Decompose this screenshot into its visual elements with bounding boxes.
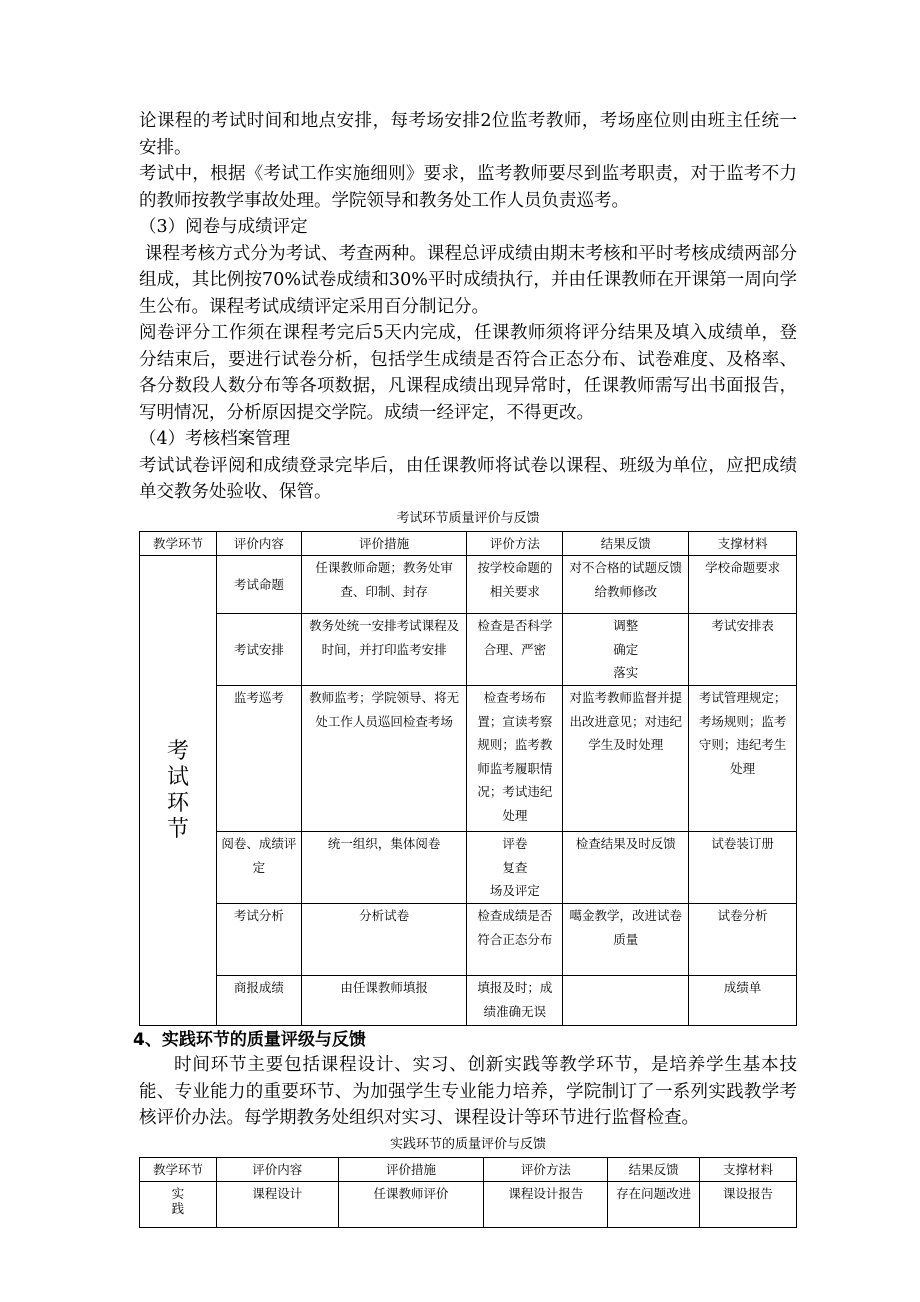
header-cell: 结果反馈 (563, 531, 689, 556)
table-row (140, 976, 797, 1026)
table-cell: 统一组织，集体阅卷 (301, 832, 467, 904)
table-cell: 对监考教师监督并提出改进意见；对违纪学生及时处理 (563, 686, 689, 832)
table-cell: 试卷装订册 (689, 832, 797, 904)
paragraph: 时间环节主要包括课程设计、实习、创新实践等教学环节，是培养学生基本技能、专业能力的重要环节、为加强学生专业能力培养，学院制订了一系列实践教学考核评价办法。每学期教务处组织对实习、课程设计等环节进行监督检查。 (139, 1055, 797, 1128)
section-heading: 4、实践环节的质量评级与反馈 (133, 1030, 366, 1050)
header-cell: 评价方法 (467, 531, 563, 556)
group-label-cell (140, 1182, 217, 1228)
subheading: （4）考核档案管理 (139, 429, 291, 449)
header-cell: 支撑材料 (700, 1157, 797, 1182)
practice-quality-table (139, 1157, 797, 1229)
document-page (133, 108, 797, 1228)
header-cell: 结果反馈 (608, 1157, 700, 1182)
table-cell: 检查考场布置；宣读考察规则；监考教师监考履职情况；考试违纪处理 (467, 686, 563, 832)
table-cell: 按学校命题的相关要求 (467, 556, 563, 614)
table-cell: 监考巡考 (216, 686, 301, 832)
table-row (140, 1182, 797, 1228)
table-cell: 学校命题要求 (689, 556, 797, 614)
table-cell (563, 976, 689, 1026)
header-cell: 评价内容 (216, 1157, 338, 1182)
header-cell: 评价方法 (484, 1157, 608, 1182)
table-row (140, 556, 797, 614)
table-cell: 检查成绩是否符合正态分布 (467, 904, 563, 976)
table-cell: 课程设计报告 (484, 1182, 608, 1228)
table-cell: 分析试卷 (301, 904, 467, 976)
table-cell: 检查结果及时反馈 (563, 832, 689, 904)
table-caption: 考试环节质量评价与反馈 (396, 510, 540, 526)
group-label: 实践 (171, 1186, 185, 1216)
table-row (140, 686, 797, 832)
table-cell: 任课教师评价 (338, 1182, 484, 1228)
table-cell: 阅卷、成绩评定 (216, 832, 301, 904)
paragraph: 考试试卷评阅和成绩登录完毕后，由任课教师将试卷以课程、班级为单位，应把成绩单交教务处验收、保管。 (139, 455, 797, 502)
table-cell: 噶金教学，改进试卷质量 (563, 904, 689, 976)
table-cell: 调整 确定 落实 (563, 614, 689, 686)
table-header-row (140, 1157, 797, 1182)
table-cell: 对不合格的试题反馈给教师修改 (563, 556, 689, 614)
table-row (140, 904, 797, 976)
header-cell: 教学环节 (140, 1157, 217, 1182)
header-cell: 评价措施 (301, 531, 467, 556)
paragraph: 课程考核方式分为考试、考查两种。课程总评成绩由期末考核和平时考核成绩两部分组成，其比例按70%试卷成绩和30%平时成绩执行，并由任课教师在开课第一周向学生公布。课程考试成绩评定采用百分制记分。 (139, 243, 797, 317)
table-cell: 试卷分析 (689, 904, 797, 976)
table-cell: 任课教师命题；教务处审查、印制、封存 (301, 556, 467, 614)
table-cell: 教务处统一安排考试课程及时间，并打印监考安排 (301, 614, 467, 686)
table-cell: 成绩单 (689, 976, 797, 1026)
table-cell: 考试管理规定；考场规则；监考守则；违纪考生处理 (689, 686, 797, 832)
header-cell: 教学环节 (140, 531, 217, 556)
subheading: （3）阅卷与成绩评定 (139, 217, 308, 237)
header-cell: 支撑材料 (689, 531, 797, 556)
table-cell: 存在问题改进 (608, 1182, 700, 1228)
table-cell: 检查是否科学合理、严密 (467, 614, 563, 686)
table-cell: 考试安排 (216, 614, 301, 686)
paragraph: 论课程的考试时间和地点安排，每考场安排2位监考教师，考场座位则由班主任统一安排。 (139, 111, 797, 158)
table-cell: 评卷 复查 场及评定 (467, 832, 563, 904)
table-cell: 课设报告 (700, 1182, 797, 1228)
table-cell: 考试分析 (216, 904, 301, 976)
table-caption: 实践环节的质量评价与反馈 (389, 1136, 546, 1152)
table-row (140, 614, 797, 686)
exam-quality-table (139, 531, 797, 1027)
header-cell: 评价措施 (338, 1157, 484, 1182)
group-label-cell (140, 556, 217, 1026)
table-cell: 考试命题 (216, 556, 301, 614)
table-cell: 课程设计 (216, 1182, 338, 1228)
group-label: 考试环节 (166, 738, 189, 842)
header-cell: 评价内容 (216, 531, 301, 556)
table-cell: 考试安排表 (689, 614, 797, 686)
table-cell: 教师监考；学院领导、将无处工作人员巡回检查考场 (301, 686, 467, 832)
table-row (140, 832, 797, 904)
paragraph: 考试中，根据《考试工作实施细则》要求，监考教师要尽到监考职责，对于监考不力的教师按教学事故处理。学院领导和教务处工作人员负责巡考。 (139, 164, 797, 211)
table-cell: 填报及时；成绩准确无误 (467, 976, 563, 1026)
table-header-row (140, 531, 797, 556)
table-cell: 由任课教师填报 (301, 976, 467, 1026)
paragraph: 阅卷评分工作须在课程考完后5天内完成，任课教师须将评分结果及填入成绩单，登分结束后，要进行试卷分析，包括学生成绩是否符合正态分布、试卷难度、及格率、各分数段人数分布等各项数据，凡课程成绩出现异常时，任课教师需写出书面报告，写明情况，分析原因提交学院。成绩一经评定，不得更改。 (139, 323, 797, 423)
table-cell: 商报成绩 (216, 976, 301, 1026)
